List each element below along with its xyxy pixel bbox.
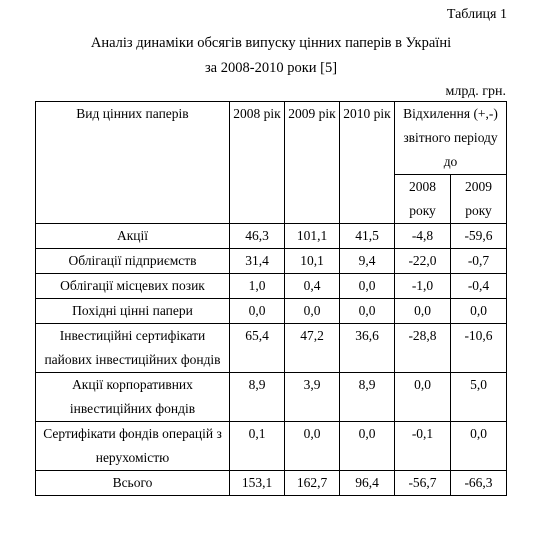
cell-2010: 96,4	[340, 471, 395, 496]
row-name: Всього	[36, 471, 230, 496]
cell-dev-2008: 0,0	[395, 299, 451, 324]
cell-dev-2009: 0,0	[451, 422, 507, 471]
cell-dev-2008: 0,0	[395, 373, 451, 422]
table-number: Таблиця 1	[446, 7, 507, 22]
cell-2008: 31,4	[230, 249, 285, 274]
cell-2009: 0,4	[285, 274, 340, 299]
cell-2008: 153,1	[230, 471, 285, 496]
table-row	[36, 224, 507, 249]
cell-2010: 0,0	[340, 422, 395, 471]
header-dev-2009: 2009 року	[451, 175, 507, 224]
table-subtitle: за 2008-2010 роки [5]	[204, 60, 338, 76]
cell-2009: 162,7	[285, 471, 340, 496]
cell-dev-2008: -22,0	[395, 249, 451, 274]
cell-2008: 8,9	[230, 373, 285, 422]
cell-dev-2008: -1,0	[395, 274, 451, 299]
cell-dev-2009: -59,6	[451, 224, 507, 249]
cell-dev-2009: -66,3	[451, 471, 507, 496]
cell-2010: 36,6	[340, 324, 395, 373]
table-row	[36, 324, 507, 373]
cell-dev-2008: -28,8	[395, 324, 451, 373]
cell-2009: 0,0	[285, 299, 340, 324]
row-name: Похідні цінні папери	[36, 299, 230, 324]
cell-2009: 3,9	[285, 373, 340, 422]
table-row	[36, 373, 507, 422]
table-row	[36, 422, 507, 471]
row-name: Сертифікати фондів операцій з нерухомістю	[36, 422, 230, 471]
cell-dev-2009: -10,6	[451, 324, 507, 373]
cell-2008: 0,1	[230, 422, 285, 471]
cell-dev-2009: 5,0	[451, 373, 507, 422]
header-row	[36, 102, 507, 175]
cell-2010: 8,9	[340, 373, 395, 422]
cell-dev-2008: -0,1	[395, 422, 451, 471]
cell-2010: 9,4	[340, 249, 395, 274]
cell-2008: 0,0	[230, 299, 285, 324]
cell-dev-2008: -56,7	[395, 471, 451, 496]
cell-2009: 10,1	[285, 249, 340, 274]
header-2010: 2010 рік	[340, 102, 395, 224]
cell-dev-2008: -4,8	[395, 224, 451, 249]
total-row	[36, 471, 507, 496]
header-type: Вид цінних паперів	[36, 102, 230, 224]
row-name: Акції корпоративних інвестиційних фондів	[36, 373, 230, 422]
header-deviation: Відхилення (+,-) звітного періоду до	[395, 102, 507, 175]
table-title: Аналіз динаміки обсягів випуску цінних паперів в Україні	[90, 35, 452, 51]
cell-2008: 46,3	[230, 224, 285, 249]
table-row	[36, 299, 507, 324]
row-name: Облігації місцевих позик	[36, 274, 230, 299]
table-row	[36, 249, 507, 274]
cell-dev-2009: -0,4	[451, 274, 507, 299]
units-label: млрд. грн.	[445, 84, 506, 99]
cell-2008: 65,4	[230, 324, 285, 373]
cell-2010: 0,0	[340, 299, 395, 324]
cell-dev-2009: -0,7	[451, 249, 507, 274]
cell-dev-2009: 0,0	[451, 299, 507, 324]
cell-2009: 0,0	[285, 422, 340, 471]
row-name: Інвестиційні сертифікати пайових інвестиційних фондів	[36, 324, 230, 373]
cell-2010: 0,0	[340, 274, 395, 299]
cell-2009: 47,2	[285, 324, 340, 373]
cell-2010: 41,5	[340, 224, 395, 249]
securities-table	[35, 101, 507, 496]
table-row	[36, 274, 507, 299]
header-2009: 2009 рік	[285, 102, 340, 224]
row-name: Акції	[36, 224, 230, 249]
row-name: Облігації підприємств	[36, 249, 230, 274]
header-2008: 2008 рік	[230, 102, 285, 224]
cell-2008: 1,0	[230, 274, 285, 299]
cell-2009: 101,1	[285, 224, 340, 249]
header-dev-2008: 2008 року	[395, 175, 451, 224]
